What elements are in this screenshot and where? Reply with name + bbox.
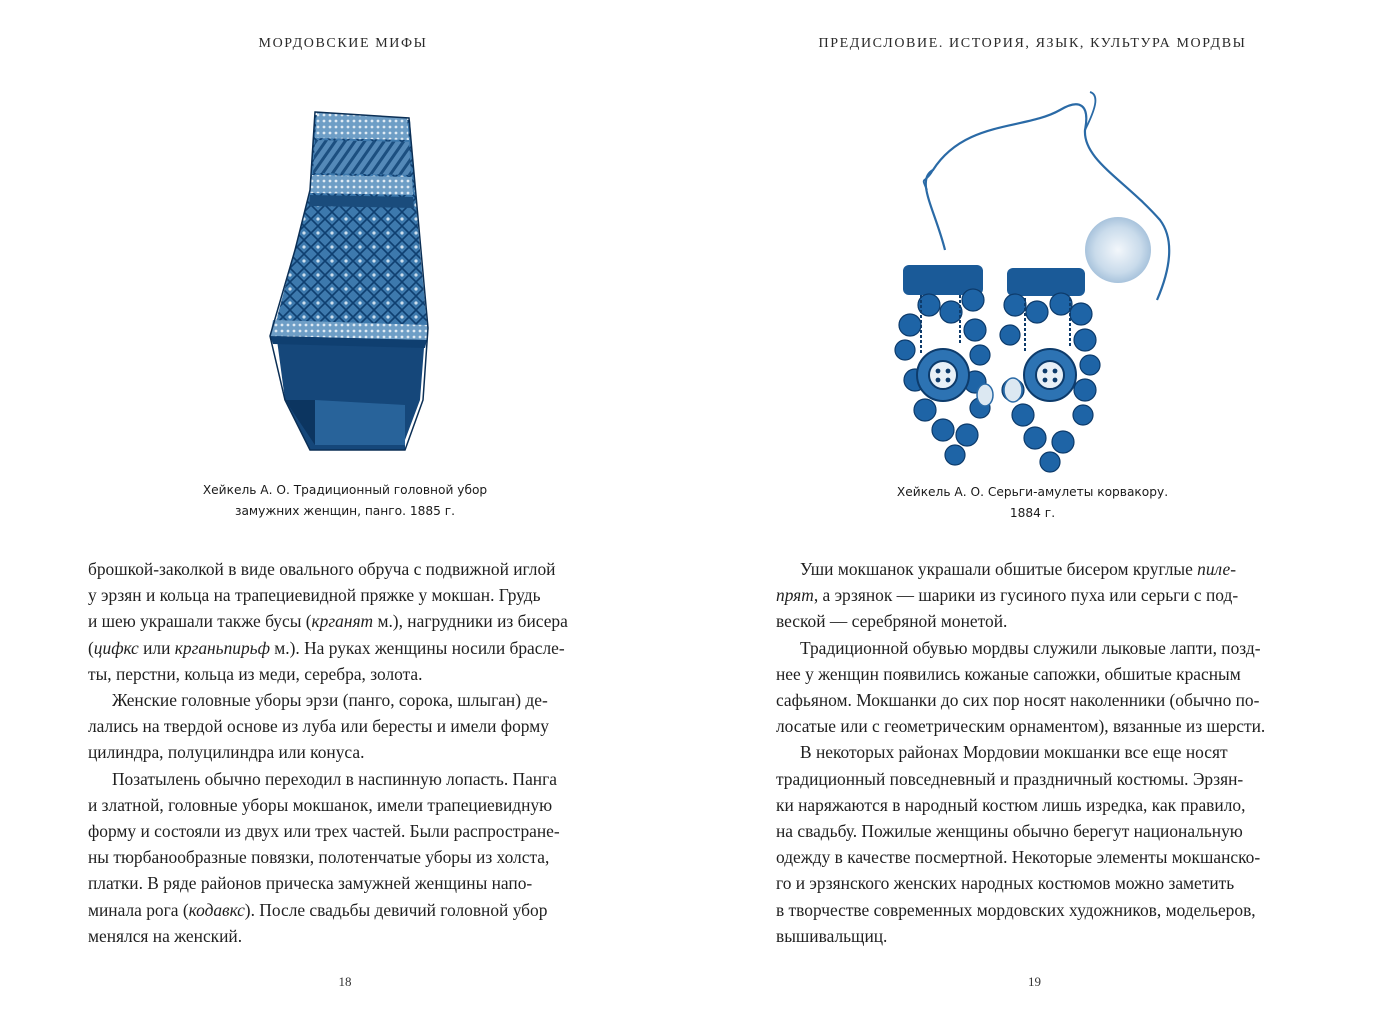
- figure-caption-right-line2: 1884 г.: [1009, 506, 1056, 520]
- right-earring: [1000, 268, 1100, 472]
- text-line: Уши мокшанок украшали обшитые бисером круглые пиле-: [800, 559, 1237, 579]
- text-line: прят, а эрзянок — шарики из гусиного пуха или серьги с под-: [776, 585, 1239, 606]
- text-line: на свадьбу. Пожилые женщины обычно берегут национальную: [776, 821, 1243, 842]
- text-line: ны тюрбанообразные повязки, полотенчатые уборы из холста,: [88, 847, 550, 868]
- left-earring: [895, 265, 993, 465]
- paragraph: [88, 687, 607, 766]
- text-line: платки. В ряде районов прическа замужней женщины напо-: [88, 873, 533, 894]
- text-line: вышивальщиц.: [776, 925, 888, 946]
- figure-caption-left-line2: замужних женщин, панго. 1885 г.: [234, 504, 456, 518]
- right-page: [690, 0, 1379, 1036]
- text-line: и златной, головные уборы мокшанок, имели трапециевидную: [88, 794, 553, 815]
- figure-caption-left-line1: Хейкель А. О. Традиционный головной убор: [202, 483, 488, 497]
- running-head-left: МОРДОВСКИЕ МИФЫ: [258, 36, 428, 51]
- text-line: В некоторых районах Мордовии мокшанки все еще носят: [800, 742, 1228, 763]
- paragraph: [776, 739, 1295, 949]
- headdress-panga-photo: [255, 100, 430, 460]
- text-line: (цифкс или крганьпирьф м.). На руках женщины носили брасле-: [88, 637, 565, 658]
- figure-caption-right-line1: Хейкель А. О. Серьги-амулеты корвакору.: [896, 485, 1169, 499]
- text-line: веской — серебряной монетой.: [776, 611, 1008, 632]
- text-line: ты, перстни, кольца из меди, серебра, золота.: [88, 663, 423, 684]
- paragraph: [88, 766, 607, 949]
- left-body-text: [88, 556, 607, 949]
- right-body-text: [776, 556, 1295, 949]
- page-number-right: 19: [1028, 974, 1041, 989]
- text-line: Позатылень обычно переходил в наспинную лопасть. Панга: [112, 768, 557, 789]
- text-line: одежду в качестве посмертной. Некоторые элементы мокшанско-: [776, 847, 1261, 868]
- running-head-right: ПРЕДИСЛОВИЕ. ИСТОРИЯ, ЯЗЫК, КУЛЬТУРА МОРДВЫ: [818, 36, 1247, 51]
- text-line: сафьяном. Мокшанки до сих пор носят наколенники (обычно по-: [776, 690, 1260, 711]
- text-line: цилиндра, полуцилиндра или конуса.: [88, 742, 365, 763]
- text-line: ки наряжаются в народный костюм лишь изредка, как правило,: [776, 794, 1246, 815]
- text-line: лались на твердой основе из луба или бересты и имели форму: [88, 716, 549, 737]
- text-line: форму и состояли из двух или трех частей. Были распростране-: [88, 821, 560, 842]
- text-line: и шею украшали также бусы (крганят м.), нагрудники из бисера: [88, 611, 568, 632]
- text-line: менялся на женский.: [88, 925, 243, 946]
- text-line: Женские головные уборы эрзи (панго, сорока, шлыган) де-: [112, 690, 548, 711]
- text-line: го и эрзянского женских народных костюмов можно заметить: [776, 873, 1235, 894]
- figure-caption-right: [688, 482, 1377, 524]
- page-number-left: 18: [338, 974, 352, 989]
- paragraph: [776, 635, 1295, 740]
- text-line: Традиционной обувью мордвы служили лыковые лапти, позд-: [800, 637, 1261, 658]
- text-line: в творчестве современных мордовских художников, модельеров,: [776, 899, 1256, 920]
- text-line: традиционный повседневный и праздничный костюмы. Эрзян-: [776, 768, 1244, 789]
- text-line: минала рога (кодавкс). После свадьбы девичий головной убор: [88, 899, 548, 920]
- paragraph: [88, 556, 607, 687]
- paragraph: [776, 556, 1295, 635]
- text-line: брошкой-заколкой в виде овального обруча с подвижной иглой: [88, 559, 556, 579]
- text-line: лосатые или с геометрическим орнаментом), вязанные из шерсти.: [776, 716, 1266, 737]
- text-line: у эрзян и кольца на трапециевидной пряжке у мокшан. Грудь: [88, 585, 541, 606]
- figure-caption-left: [0, 480, 690, 522]
- text-line: нее у женщин появились кожаные сапожки, обшитые красным: [776, 663, 1241, 684]
- earrings-korvakoru-photo: [885, 90, 1205, 475]
